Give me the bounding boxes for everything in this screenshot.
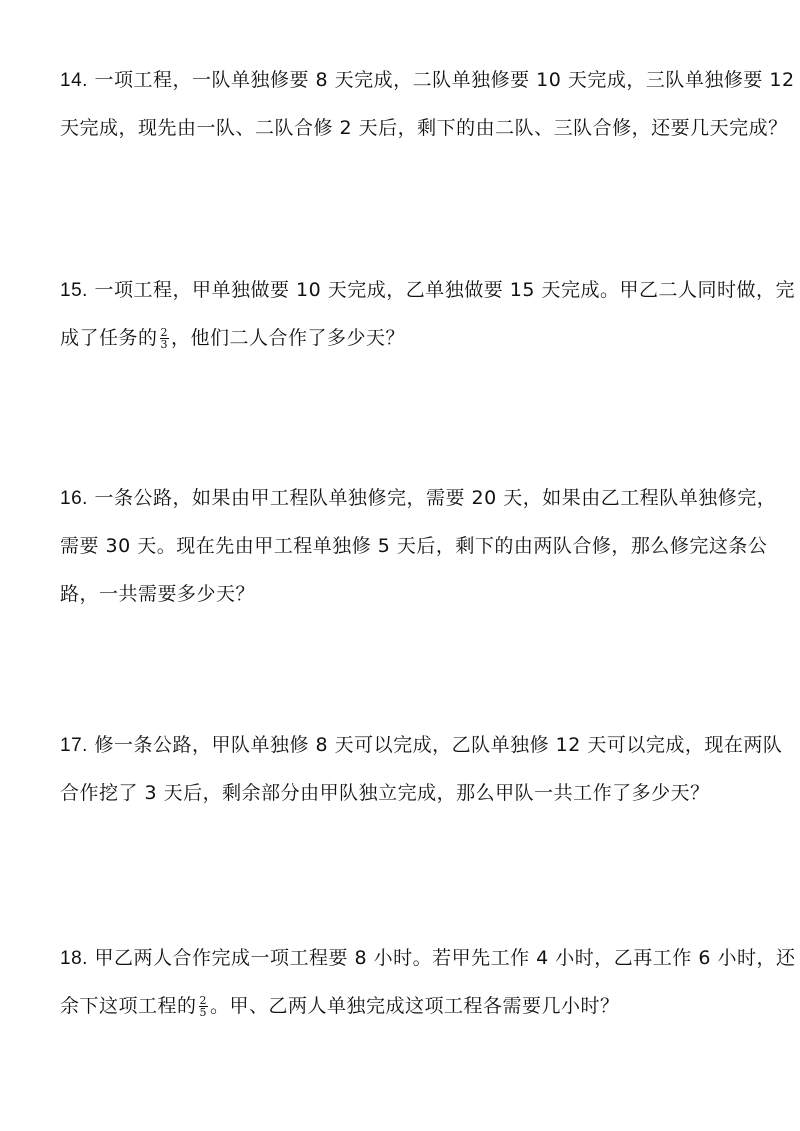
fraction-numerator: 2 (199, 994, 208, 1007)
problem-17-line-2: 合作挖了 3 天后，剩余部分由甲队独立完成，那么甲队一共工作了多少天？ (60, 782, 710, 804)
problem-18-text-2a: 余下这项工程的 (60, 995, 197, 1017)
fraction-numerator: 2 (160, 326, 169, 339)
problem-14-text-1: 一项工程，一队单独修要 8 天完成，二队单独修要 10 天完成，三队单独修要 12 (94, 69, 795, 91)
problem-15-text-2b: ，他们二人合作了多少天？ (171, 327, 406, 349)
problem-16-number: 16. (60, 488, 88, 509)
problem-15-number: 15. (60, 280, 88, 301)
fraction-denominator: 5 (199, 1006, 208, 1019)
problem-15-line-1 (60, 266, 795, 314)
problem-17-number: 17. (60, 735, 88, 756)
problem-18-line-2 (60, 982, 760, 1030)
problem-15-line-2 (60, 314, 760, 362)
problem-16 (60, 474, 777, 618)
problem-16-line-1 (60, 474, 777, 522)
fraction-two-fifths (199, 995, 209, 1018)
problem-17 (60, 721, 783, 817)
problem-14 (60, 56, 795, 152)
problem-16-line-3: 路，一共需要多少天？ (60, 583, 256, 605)
problem-16-text-1: 一条公路，如果由甲工程队单独修完，需要 20 天，如果由乙工程队单独修完， (94, 487, 777, 509)
problem-18-text-1: 甲乙两人合作完成一项工程要 8 小时。若甲先工作 4 小时，乙再工作 6 小时，还 (94, 947, 796, 969)
problem-15-text-2a: 成了任务的 (60, 327, 158, 349)
fraction-two-thirds (160, 327, 170, 350)
problem-14-line-1 (60, 56, 795, 104)
problem-18-line-1 (60, 934, 796, 982)
fraction-denominator: 3 (160, 338, 169, 351)
problem-17-line-1 (60, 721, 783, 769)
problem-17-text-1: 修一条公路，甲队单独修 8 天可以完成，乙队单独修 12 天可以完成，现在两队 (94, 734, 783, 756)
problem-18 (60, 934, 796, 1030)
problem-16-line-2: 需要 30 天。现在先由甲工程单独修 5 天后，剩下的由两队合修，那么修完这条公 (60, 535, 768, 557)
problem-14-number: 14. (60, 70, 88, 91)
problem-14-line-2: 天完成，现先由一队、二队合修 2 天后，剩下的由二队、三队合修，还要几天完成？ (60, 117, 788, 139)
problem-15 (60, 266, 795, 362)
problem-18-text-2b: 。甲、乙两人单独完成这项工程各需要几小时？ (210, 995, 620, 1017)
problem-18-number: 18. (60, 948, 88, 969)
problem-15-text-1: 一项工程，甲单独做要 10 天完成，乙单独做要 15 天完成。甲乙二人同时做，完 (94, 279, 795, 301)
